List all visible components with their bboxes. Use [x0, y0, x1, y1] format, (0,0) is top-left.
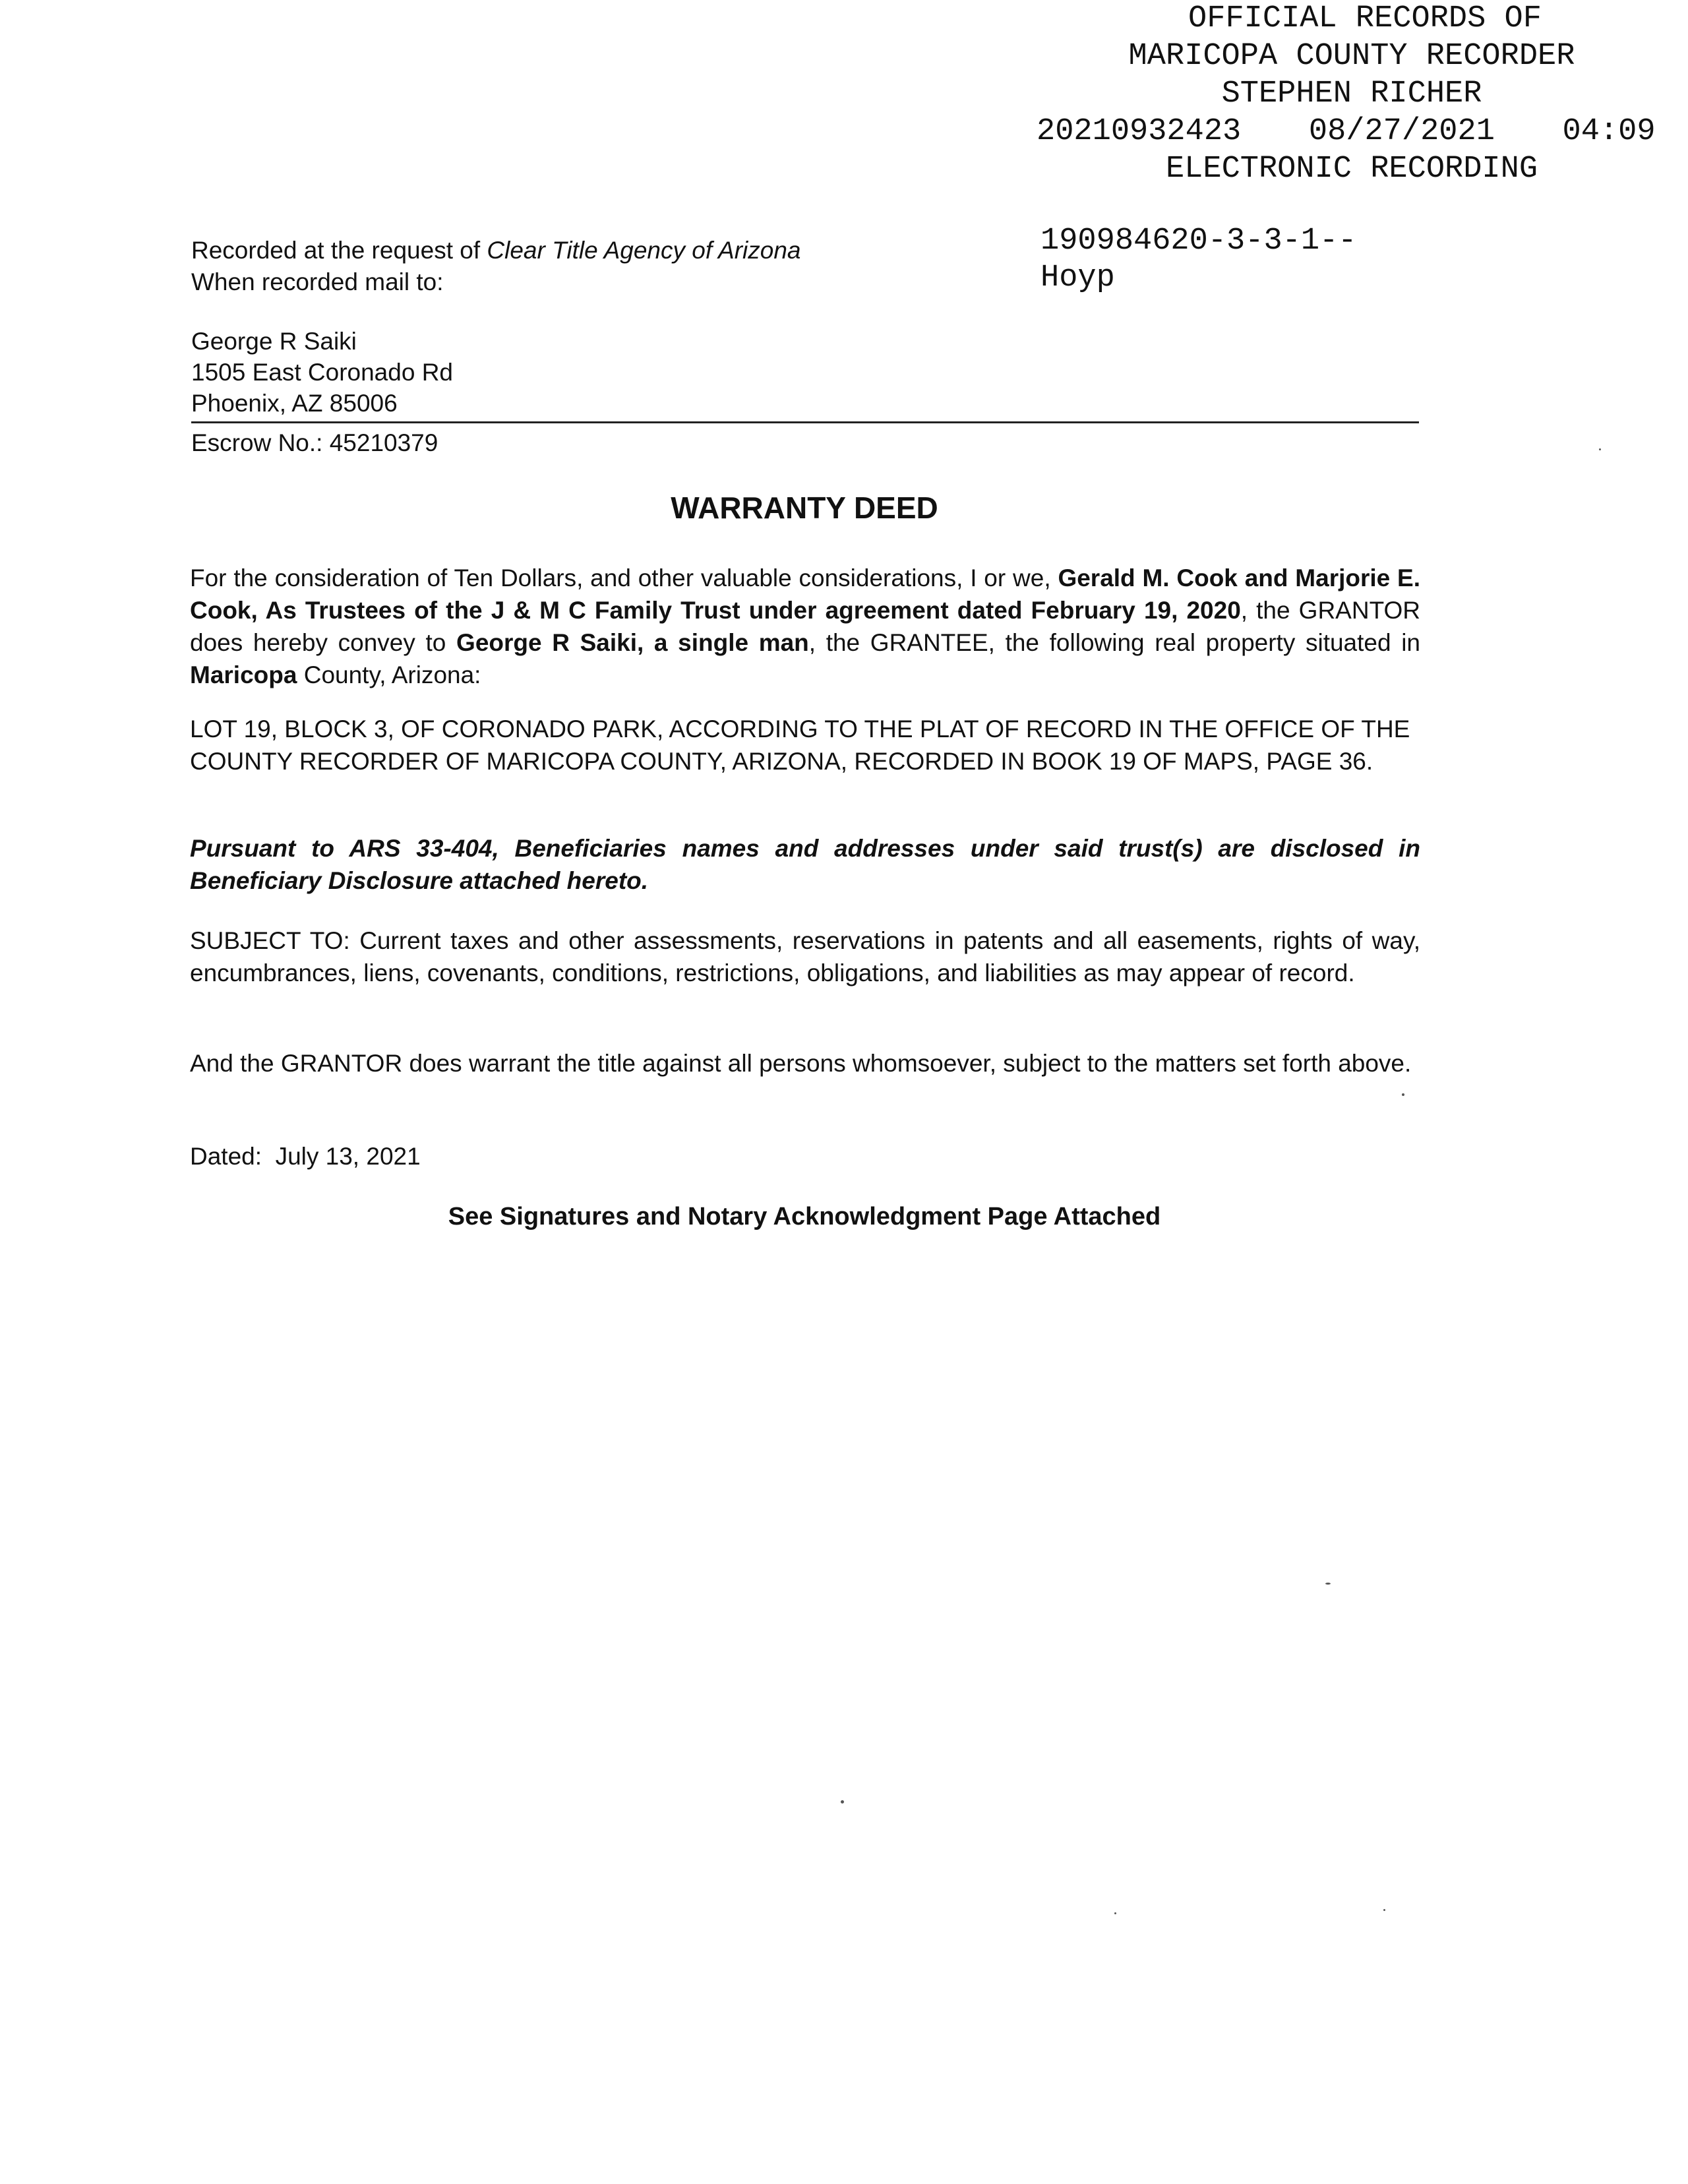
scan-speck [1383, 1909, 1385, 1911]
mail-to-name: George R Saiki [191, 328, 357, 355]
stamp-official-records: OFFICIAL RECORDS OF [1188, 1, 1542, 36]
scan-speck [841, 1800, 844, 1804]
consideration-paragraph [190, 562, 1420, 691]
consideration-tail: , the GRANTEE, the following real property situated in [808, 629, 1421, 656]
escrow-number-line [191, 427, 438, 459]
mail-to-label: When recorded mail to: [191, 268, 444, 295]
mail-to-street: 1505 East Coronado Rd [191, 359, 453, 386]
grantee-name: George R Saiki, a single man [456, 629, 809, 656]
scan-speck [1114, 1912, 1116, 1914]
county-name: Maricopa [190, 661, 297, 688]
document-title: WARRANTY DEED [671, 491, 938, 525]
signature-page-note: See Signatures and Notary Acknowledgment Page Attached [448, 1203, 1161, 1230]
consideration-mid: , the GRANTOR does hereby convey to [190, 597, 1421, 656]
recorded-request-line [191, 235, 801, 266]
stamp-electronic-recording: ELECTRONIC RECORDING [1165, 152, 1538, 187]
escrow-number: 45210379 [329, 429, 438, 456]
legal-description: LOT 19, BLOCK 3, OF CORONADO PARK, ACCORDING TO THE PLAT OF RECORD IN THE OFFICE OF THE COUNTY RECORDER OF MARICOPA COUNTY, ARIZONA, RECORDED IN BOOK 19 OF MAPS, PAGE 36. [190, 715, 1410, 775]
title-agency: Clear Title Agency of Arizona [487, 237, 801, 264]
recorder-stamp [1029, 0, 1675, 188]
mail-to-city-state-zip: Phoenix, AZ 85006 [191, 390, 398, 417]
scan-speck [1599, 448, 1601, 450]
record-reference [1040, 223, 1356, 297]
stamp-recorder-name: STEPHEN RICHER [1221, 76, 1482, 111]
stamp-recording-number-date-time: 20210932423 08/27/2021 04:09 [1037, 114, 1656, 149]
beneficiary-disclosure: Pursuant to ARS 33-404, Beneficiaries names and addresses under said trust(s) are disclosed in Beneficiary Disclosure attached hereto. [190, 835, 1420, 894]
recorded-request-prefix: Recorded at the request of [191, 237, 481, 264]
grantor-names: Gerald M. Cook and Marjorie E. Cook, As Trustees of the J & M C Family Trust under agreement dated February 19, 2020 [190, 564, 1421, 624]
dated-date: July 13, 2021 [275, 1143, 421, 1170]
scan-speck [1402, 1093, 1404, 1096]
recorded-request-block [191, 235, 801, 298]
scan-speck [1325, 1583, 1331, 1585]
mail-to-address [191, 326, 453, 419]
header-divider [191, 421, 1419, 423]
record-reference-code: Hoyp [1040, 260, 1115, 295]
dated-label: Dated: [190, 1143, 262, 1170]
consideration-end: County, Arizona: [303, 661, 481, 688]
escrow-label: Escrow No.: [191, 429, 323, 456]
subject-to-paragraph: SUBJECT TO: Current taxes and other assessments, reservations in patents and all easements, rights of way, encumbrances, liens, covenants, conditions, restrictions, obligations, and liabilities as may appear of record. [190, 927, 1420, 986]
warranty-paragraph: And the GRANTOR does warrant the title against all persons whomsoever, subject to the matters set forth above. [190, 1050, 1412, 1077]
dated-line [190, 1140, 1420, 1172]
record-reference-id: 190984620-3-3-1-- [1040, 224, 1357, 258]
consideration-lead: For the consideration of Ten Dollars, and other valuable considerations, I or we, [190, 564, 1051, 592]
stamp-county-recorder: MARICOPA COUNTY RECORDER [1128, 39, 1575, 74]
